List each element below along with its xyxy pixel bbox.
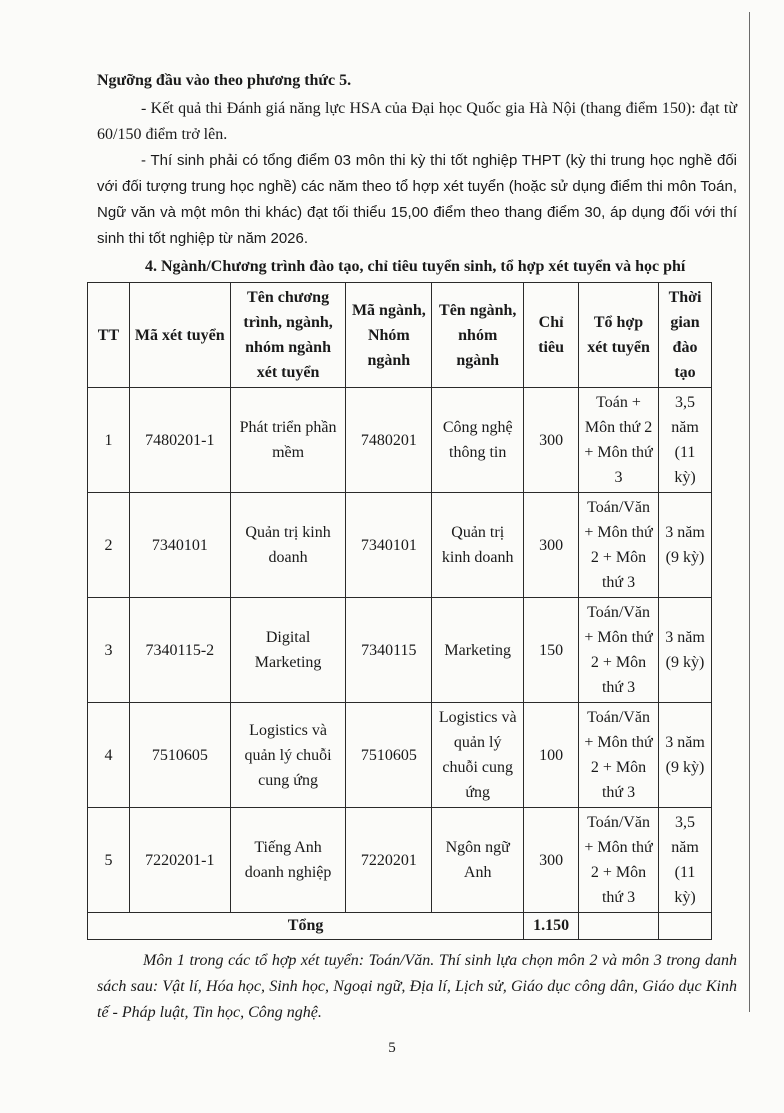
table-row [88,598,712,703]
cell-tt: 3 [88,598,130,703]
paragraph-hsa: - Kết quả thi Đánh giá năng lực HSA của Đại học Quốc gia Hà Nội (thang điểm 150): đạt từ 60/150 điểm trở lên. [97,100,737,143]
cell-to-hop: Toán + Môn thứ 2 + Môn thứ 3 [579,388,659,493]
header-to-hop: Tổ hợp xét tuyển [579,283,659,388]
cell-ma-nganh: 7480201 [346,388,432,493]
cell-ma-xet-tuyen: 7510605 [129,703,230,808]
programs-table [87,282,712,940]
cell-ten-nganh: Quản trị kinh doanh [432,493,524,598]
cell-ma-xet-tuyen: 7340101 [129,493,230,598]
cell-ten-nganh: Ngôn ngữ Anh [432,808,524,913]
cell-to-hop: Toán/Văn + Môn thứ 2 + Môn thứ 3 [579,598,659,703]
cell-ten-nganh: Logistics và quản lý chuỗi cung ứng [432,703,524,808]
cell-chi-tieu: 300 [524,493,579,598]
cell-to-hop: Toán/Văn + Môn thứ 2 + Môn thứ 3 [579,493,659,598]
cell-chi-tieu: 150 [524,598,579,703]
cell-ma-xet-tuyen: 7220201-1 [129,808,230,913]
table-row [88,388,712,493]
header-thoi-gian: Thời gian đào tạo [659,283,712,388]
cell-ma-nganh: 7340115 [346,598,432,703]
cell-thoi-gian: 3 năm (9 kỳ) [659,703,712,808]
cell-tt: 4 [88,703,130,808]
table-row [88,808,712,913]
subject-note: Môn 1 trong các tổ hợp xét tuyển: Toán/Văn. Thí sinh lựa chọn môn 2 và môn 3 trong danh sách sau: Vật lí, Hóa học, Sinh học, Ngoại ngữ, Địa lí, Lịch sử, Giáo dục công dân, Giáo dục Kinh tế - Pháp luật, Tin học, Công nghệ. [97,952,737,1021]
header-ten-nganh: Tên ngành, nhóm ngành [432,283,524,388]
total-value: 1.150 [524,913,579,940]
cell-ten-chuong-trinh: Phát triển phần mềm [230,388,346,493]
document-page [97,72,737,1026]
cell-chi-tieu: 100 [524,703,579,808]
cell-ten-chuong-trinh: Tiếng Anh doanh nghiệp [230,808,346,913]
cell-to-hop: Toán/Văn + Môn thứ 2 + Môn thứ 3 [579,703,659,808]
cell-ten-nganh: Công nghệ thông tin [432,388,524,493]
header-chi-tieu: Chỉ tiêu [524,283,579,388]
paragraph-thpt: - Thí sinh phải có tổng điểm 03 môn thi kỳ thi tốt nghiệp THPT (kỳ thi trung học nghề đối với đối tượng trung học nghề) các năm theo tổ hợp xét tuyển (hoặc sử dụng điểm thi môn Toán, Ngữ văn và một môn thi khác) đạt tối thiểu 15,00 điểm theo thang điểm 30, áp dụng đối với thí sinh thi tốt nghiệp từ năm 2026. [97,152,737,247]
cell-thoi-gian: 3 năm (9 kỳ) [659,598,712,703]
total-empty-cell [659,913,712,940]
cell-chi-tieu: 300 [524,808,579,913]
cell-chi-tieu: 300 [524,388,579,493]
cell-ten-nganh: Marketing [432,598,524,703]
method-5-heading: Ngưỡng đầu vào theo phương thức 5. [97,72,352,89]
table-total-row [88,913,712,940]
cell-tt: 1 [88,388,130,493]
cell-tt: 2 [88,493,130,598]
table-row [88,493,712,598]
cell-thoi-gian: 3,5 năm (11 kỳ) [659,388,712,493]
table-row [88,703,712,808]
table-header-row [88,283,712,388]
cell-ma-nganh: 7220201 [346,808,432,913]
cell-ma-nganh: 7340101 [346,493,432,598]
cell-ten-chuong-trinh: Digital Marketing [230,598,346,703]
cell-ma-xet-tuyen: 7340115-2 [129,598,230,703]
cell-tt: 5 [88,808,130,913]
header-ma-xet-tuyen: Mã xét tuyển [129,283,230,388]
cell-ma-nganh: 7510605 [346,703,432,808]
cell-ma-xet-tuyen: 7480201-1 [129,388,230,493]
section-title: 4. Ngành/Chương trình đào tạo, chỉ tiêu tuyển sinh, tổ hợp xét tuyển và học phí [145,258,686,275]
header-ma-nganh: Mã ngành, Nhóm ngành [346,283,432,388]
header-tt: TT [88,283,130,388]
page-edge-line [749,12,750,1012]
total-empty-cell [579,913,659,940]
page-number: 5 [388,1040,396,1056]
cell-ten-chuong-trinh: Logistics và quản lý chuỗi cung ứng [230,703,346,808]
cell-to-hop: Toán/Văn + Môn thứ 2 + Môn thứ 3 [579,808,659,913]
cell-ten-chuong-trinh: Quản trị kinh doanh [230,493,346,598]
header-ten-chuong-trinh: Tên chương trình, ngành, nhóm ngành xét tuyển [230,283,346,388]
cell-thoi-gian: 3 năm (9 kỳ) [659,493,712,598]
total-label: Tổng [88,913,524,940]
cell-thoi-gian: 3,5 năm (11 kỳ) [659,808,712,913]
